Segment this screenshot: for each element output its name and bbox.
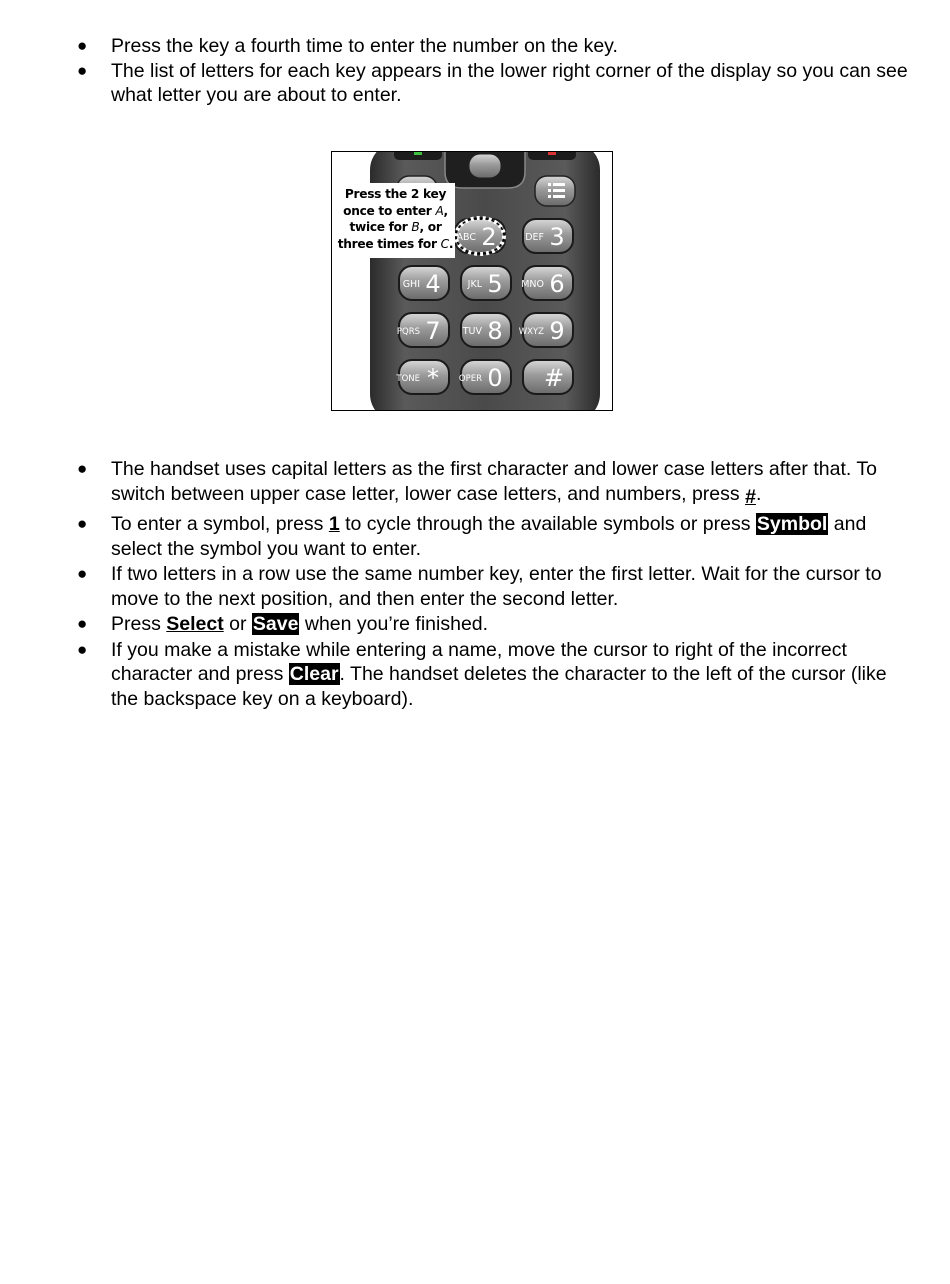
key-digit: 3	[549, 223, 565, 251]
bullet-icon: ●	[77, 459, 88, 478]
keypad-key-hash	[523, 360, 573, 394]
list-item: ● Press Select or Save when you’re finished.	[77, 613, 489, 635]
bullet-icon: ●	[77, 614, 88, 633]
key-digit: 7	[425, 317, 441, 345]
keypad-key-4	[399, 266, 449, 300]
key-letters: ABC	[456, 232, 476, 243]
callout-text: Press the 2 key once to enter A, twice for B, or three times for C.	[336, 183, 455, 258]
keypad-key-8	[461, 313, 511, 347]
list-item: ● If you make a mistake while entering a name, move the cursor to right of the incorrect character and press Clear. The handset deletes the character to the left of the cursor (like the backspace key on a keyboard).	[77, 638, 887, 710]
key-digit: 2	[481, 223, 497, 251]
key-hash: #	[745, 485, 756, 508]
list-item: ● The handset uses capital letters as the first character and lower case letters after that. To switch between upper case letter, lower case letters, and numbers, press #.	[77, 458, 877, 508]
key-digit: #	[543, 364, 565, 392]
key-letters: PQRS	[396, 327, 420, 337]
key-save: Save	[252, 613, 299, 635]
bullet-icon: ●	[77, 514, 88, 533]
key-digit: 5	[487, 270, 503, 298]
list-item: ● The list of letters for each key appears in the lower right corner of the display so you can see what letter you are about to enter.	[77, 59, 908, 106]
bullet-list-bottom	[0, 457, 950, 711]
key-digit: 4	[425, 270, 441, 298]
keypad-key-5	[461, 266, 511, 300]
keypad-key-3	[523, 219, 573, 253]
key-digit: 6	[549, 270, 565, 298]
key-digit: 9	[549, 317, 565, 345]
key-clear: Clear	[289, 663, 339, 685]
key-letters: DEF	[525, 232, 544, 243]
key-select: Select	[166, 613, 224, 635]
key-letters: JKL	[467, 279, 482, 290]
bullet-icon: ●	[77, 60, 88, 80]
key-digit: *	[427, 364, 439, 392]
bullet-icon: ●	[77, 564, 88, 583]
key-letters: MNO	[521, 279, 544, 290]
key-letters: TONE	[396, 374, 420, 384]
bullet-list-top	[0, 34, 950, 108]
key-digit: 8	[487, 317, 503, 345]
handset-keypad-figure	[331, 151, 613, 411]
key-symbol: Symbol	[756, 513, 828, 535]
key-1: 1	[328, 513, 340, 535]
key-letters: WXYZ	[518, 327, 544, 337]
menu-icon	[548, 183, 565, 198]
keypad-key-6	[521, 266, 573, 300]
key-letters: TUV	[462, 326, 482, 337]
list-item: ● Press the key a fourth time to enter the number on the key.	[77, 35, 618, 57]
keypad-key-star	[395, 360, 449, 394]
key-letters: GHI	[402, 279, 420, 290]
keypad-key-9	[519, 313, 573, 347]
list-item: ● To enter a symbol, press 1 to cycle through the available symbols or press Symbol and select the symbol you want to enter.	[77, 513, 867, 560]
key-digit: 0	[487, 364, 503, 392]
list-item: ● If two letters in a row use the same number key, enter the first letter. Wait for the cursor to move to the next position, and then enter the second letter.	[77, 563, 882, 610]
keypad-key-7	[397, 313, 449, 347]
bullet-icon: ●	[77, 36, 88, 55]
key-letters: OPER	[458, 374, 482, 384]
bullet-icon: ●	[77, 639, 88, 659]
keypad-key-0	[459, 360, 511, 394]
